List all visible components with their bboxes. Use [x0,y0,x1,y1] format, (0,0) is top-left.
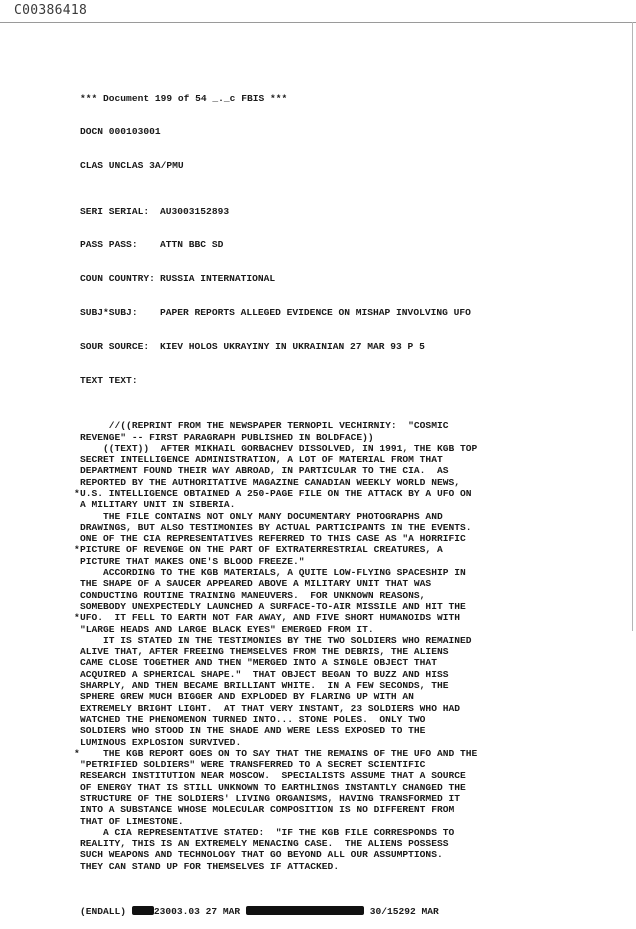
page-right-edge [632,22,633,631]
body-line-text: THE SHAPE OF A SAUCER APPEARED ABOVE A MILITARY UNIT THAT WAS [80,578,432,590]
meta-key: SERI SERIAL: [80,205,150,217]
body-line [74,487,560,499]
body-line [80,759,560,770]
meta-row-text [80,375,560,386]
body-line [80,725,560,736]
meta-key: SOUR SOURCE: [80,341,150,353]
body-line [80,465,560,476]
body-line [80,737,560,748]
body-line [80,432,560,443]
body-line [80,782,560,793]
body-line [80,635,560,646]
body-line [80,522,560,533]
body-line [80,680,560,691]
meta-row-serial [80,206,560,217]
body-line-text: CONDUCTING ROUTINE TRAINING MANEUVERS. FOR UNKNOWN REASONS, [80,589,426,601]
body-line-text: SOLDIERS WHO STOOD IN THE SHADE AND WERE LESS EXPOSED TO THE [80,725,426,737]
body-line-text: ONE OF THE CIA REPRESENTATIVES REFERRED TO THIS CASE AS "A HORRIFIC [80,533,466,545]
meta-key: TEXT TEXT: [80,375,138,387]
body-line [74,544,560,556]
meta-value: RUSSIA INTERNATIONAL [160,273,276,285]
body-line [80,816,560,827]
margin-marker: * [74,544,80,556]
body-text [74,420,560,872]
body-line-text: ALIVE THAT, AFTER FREEING THEMSELVES FROM THE DEBRIS, THE ALIENS [80,646,449,658]
body-line-text: "LARGE HEADS AND LARGE BLACK EYES" EMERGED FROM IT. [80,623,374,635]
body-line [80,601,560,612]
body-line-text: REPORTED BY THE AUTHORITATIVE MAGAZINE CANADIAN WEEKLY WORLD NEWS, [80,476,460,488]
meta-key: SUBJ*SUBJ: [80,307,138,319]
body-line [80,703,560,714]
body-line-text: DEPARTMENT FOUND THEIR WAY ABROAD, IN PARTICULAR TO THE CIA. AS [80,465,449,477]
footer-endall: (ENDALL) [80,905,127,917]
body-line [80,646,560,657]
margin-marker: * [74,487,80,499]
body-line-text: EXTREMELY BRIGHT LIGHT. AT THAT VERY INSTANT, 23 SOLDIERS WHO HAD [80,702,460,714]
redaction-bar [132,906,154,915]
meta-value: KIEV HOLOS UKRAYINY IN UKRAINIAN 27 MAR 93 P 5 [160,341,425,353]
body-line-text: IT IS STATED IN THE TESTIMONIES BY THE TWO SOLDIERS WHO REMAINED [80,634,472,646]
body-line-text: OF ENERGY THAT IS STILL UNKNOWN TO EARTHLINGS INSTANTLY CHANGED THE [80,781,466,793]
body-line [80,590,560,601]
body-line [80,511,560,522]
body-line-text: U.S. INTELLIGENCE OBTAINED A 250-PAGE FILE ON THE ATTACK BY A UFO ON [80,487,472,499]
body-line-text: SHARPLY, AND THEN BECAME BRILLIANT WHITE. IN A FEW SECONDS, THE [80,680,449,692]
body-line [80,714,560,725]
body-line [80,770,560,781]
body-line [80,691,560,702]
body-line-text: THE FILE CONTAINS NOT ONLY MANY DOCUMENTARY PHOTOGRAPHS AND [80,510,443,522]
body-line [80,838,560,849]
body-line-text: SPHERE GREW MUCH BIGGER AND EXPLODED BY FLARING UP WITH AN [80,691,414,703]
body-line-text: THEY CAN STAND UP FOR THEMSELVES IF ATTACKED. [80,860,340,872]
body-line-text: A MILITARY UNIT IN SIBERIA. [80,499,236,511]
body-line-text: LUMINOUS EXPLOSION SURVIVED. [80,736,242,748]
body-line [80,567,560,578]
body-line-text: INTO A SUBSTANCE WHOSE MOLECULAR COMPOSITION IS NO DIFFERENT FROM [80,804,455,816]
body-line [74,612,560,624]
body-line [80,657,560,668]
body-line-text: SUCH WEAPONS AND TECHNOLOGY THAT GO BEYOND ALL OUR ASSUMPTIONS. [80,849,443,861]
header-line-clas: CLAS UNCLAS 3A/PMU [80,160,184,172]
body-line [80,669,560,680]
body-line-text: REVENGE" -- FIRST PARAGRAPH PUBLISHED IN BOLDFACE)) [80,431,374,443]
body-line-text: DRAWINGS, BUT ALSO TESTIMONIES BY ACTUAL PARTICIPANTS IN THE EVENTS. [80,521,472,533]
meta-row-country [80,273,560,284]
meta-value: PAPER REPORTS ALLEGED EVIDENCE ON MISHAP INVOLVING UFO [160,307,471,319]
body-line [80,624,560,635]
body-line [80,804,560,815]
body-line-text: CAME CLOSE TOGETHER AND THEN "MERGED INTO A SINGLE OBJECT THAT [80,657,437,669]
body-line [80,499,560,510]
body-line [80,578,560,589]
body-line [74,747,560,759]
body-line [80,556,560,567]
body-line-text: STRUCTURE OF THE SOLDIERS' LIVING ORGANISMS, HAVING TRANSFORMED IT [80,793,460,804]
meta-key: COUN COUNTRY: [80,273,155,285]
body-line-text: "PETRIFIED SOLDIERS" WERE TRANSFERRED TO A SECRET SCIENTIFIC [80,759,426,771]
meta-key: PASS PASS: [80,239,138,251]
body-line [80,849,560,860]
meta-value: AU3003152893 [160,205,230,217]
footer-middle: 23003.03 27 MAR [153,905,241,917]
document-id: C00386418 [14,3,88,18]
body-line-text: SOMEBODY UNEXPECTEDLY LAUNCHED A SURFACE-TO-AIR MISSILE AND HIT THE [80,600,466,612]
margin-marker: * [74,612,80,624]
header-line-docn: DOCN 000103001 [80,126,161,138]
body-line-text: ((TEXT)) AFTER MIKHAIL GORBACHEV DISSOLVED, IN 1991, THE KGB TOP [80,442,478,454]
body-line-text: SECRET INTELLIGENCE ADMINISTRATION, A LOT OF MATERIAL FROM THAT [80,454,443,466]
body-line-text: WATCHED THE PHENOMENON TURNED INTO... STONE POLES. ONLY TWO [80,713,426,725]
meta-row-source [80,341,560,352]
page-top-rule [0,22,636,23]
body-line-text: //((REPRINT FROM THE NEWSPAPER TERNOPIL VECHIRNIY: "COSMIC [80,420,449,432]
body-line [80,533,560,544]
body-line-text: THE KGB REPORT GOES ON TO SAY THAT THE REMAINS OF THE UFO AND THE [80,747,478,759]
header-line-document: *** Document 199 of 54 _._c FBIS *** [80,92,288,104]
body-line-text: UFO. IT FELL TO EARTH NOT FAR AWAY, AND FIVE SHORT HUMANOIDS WITH [80,612,460,624]
body-line [80,477,560,488]
body-line-text: RESEARCH INSTITUTION NEAR MOSCOW. SPECIALISTS ASSUME THAT A SOURCE [80,770,466,782]
margin-marker: * [74,747,80,759]
body-line [80,793,560,804]
meta-row-subject [80,307,560,318]
body-line-text: PICTURE OF REVENGE ON THE PART OF EXTRATERRESTRIAL CREATURES, A [80,544,443,556]
body-line-text: THAT OF LIMESTONE. [80,815,184,827]
document-body [74,70,560,929]
body-line-text: ACQUIRED A SPHERICAL SHAPE." THAT OBJECT BEGAN TO BUZZ AND HISS [80,668,449,680]
body-line [80,420,560,431]
body-line-text: PICTURE THAT MAKES ONE'S BLOOD FREEZE." [80,555,305,567]
body-line-text: REALITY, THIS IS AN EXTREMELY MENACING CASE. THE ALIENS POSSESS [80,838,449,850]
meta-row-pass [80,239,560,250]
body-line [80,443,560,454]
body-line [80,827,560,838]
meta-value: ATTN BBC SD [160,239,224,251]
footer-line [80,906,560,917]
redaction-bar [246,906,364,915]
body-line [80,454,560,465]
body-line-text: ACCORDING TO THE KGB MATERIALS, A QUITE LOW-FLYING SPACESHIP IN [80,567,466,579]
body-line [80,861,560,872]
body-line-text: A CIA REPRESENTATIVE STATED: "IF THE KGB FILE CORRESPONDS TO [80,826,455,838]
footer-right: 30/15292 MAR [369,905,439,917]
